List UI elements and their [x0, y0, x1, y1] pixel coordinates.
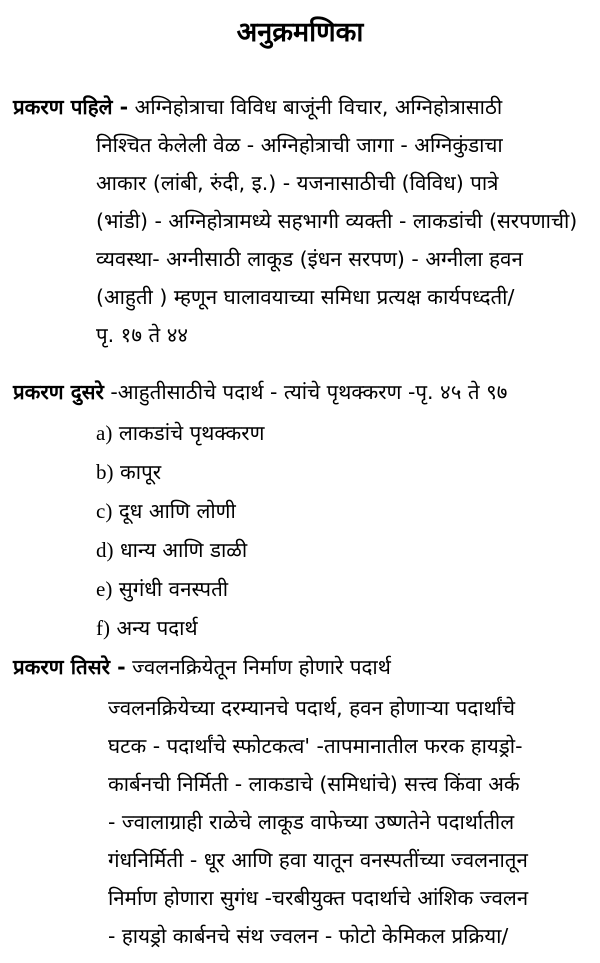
list-item-text: अन्य पदार्थ — [110, 616, 198, 640]
list-item-text: दूध आणि लोणी — [112, 499, 236, 523]
chapter-3-first-line — [13, 652, 391, 682]
chapter-2-line-0: -आहुतीसाठीचे पदार्थ - त्यांचे पृथक्करण -पृ. ४५ ते ९७ — [103, 380, 508, 404]
chapter-1-first-line — [13, 92, 502, 122]
chapter-1-heading: प्रकरण पहिले - — [13, 95, 129, 119]
list-item-text: लाकडांचे पृथक्करण — [112, 421, 265, 445]
list-item-text: धान्य आणि डाळी — [113, 538, 248, 562]
chapter-3-line-3: कार्बनची निर्मिती - लाकडाचे (समिधांचे) सत्त्व किंवा अर्क — [108, 772, 520, 796]
list-marker: c) — [96, 499, 113, 523]
chapter-1-line-4: व्यवस्था- अग्नीसाठी लाकूड (इंधन सरपण) - अग्नीला हवन — [96, 247, 523, 271]
list-marker: a) — [96, 421, 113, 445]
chapter-3-line-6: निर्माण होणारा सुगंध -चरबीयुक्त पदार्थाचे आंशिक ज्वलन — [108, 886, 529, 910]
page-title: अनुक्रमणिका — [236, 17, 364, 48]
list-item — [96, 418, 264, 448]
chapter-1-line-5: (आहुती ) म्हणून घालावयाच्या समिधा प्रत्यक्ष कार्यपध्दती/ — [96, 285, 515, 309]
chapter-1-line-3: (भांडी) - अग्निहोत्रामध्ये सहभागी व्यक्ती - लाकडांची (सरपणाची) — [96, 209, 578, 233]
chapter-2-first-line — [13, 377, 507, 407]
list-item — [96, 613, 198, 643]
list-marker: d) — [96, 538, 114, 562]
chapter-1-line-0: अग्निहोत्राचा विविध बाजूंनी विचार, अग्निहोत्रासाठी — [128, 95, 503, 119]
list-item — [96, 457, 161, 487]
chapter-2-heading: प्रकरण दुसरे — [13, 380, 104, 404]
chapter-3-line-5: गंधनिर्मिती - धूर आणि हवा यातून वनस्पतींच्या ज्वलनातून — [108, 848, 528, 872]
chapter-3-line-1: ज्वलनक्रियेच्या दरम्यानचे पदार्थ, हवन होणाऱ्या पदार्थांचे — [108, 696, 516, 720]
chapter-1-line-6: पृ. १७ ते ४४ — [96, 323, 189, 347]
chapter-3-line-4: - ज्वालाग्राही राळेचे लाकूड वाफेच्या उष्णतेने पदार्थातील — [108, 810, 515, 834]
list-marker: e) — [96, 577, 113, 601]
chapter-3-line-7: - हायड्रो कार्बनचे संथ ज्वलन - फोटो केमिकल प्रक्रिया/ — [108, 924, 509, 948]
list-item-text: कापूर — [113, 460, 162, 484]
chapter-1-line-1: निश्चित केलेली वेळ - अग्निहोत्राची जागा - अग्निकुंडाचा — [96, 133, 503, 157]
list-item-text: सुगंधी वनस्पती — [112, 577, 229, 601]
chapter-3-line-2: घटक - पदार्थांचे स्फोटकत्व' -तापमानातील फरक हायड्रो- — [108, 734, 523, 758]
list-item — [96, 496, 236, 526]
list-item — [96, 574, 228, 604]
chapter-1-line-2: आकार (लांबी, रुंदी, इ.) - यजनासाठीची (विविध) पात्रे — [96, 171, 499, 195]
list-marker: b) — [96, 460, 114, 484]
list-marker: f) — [96, 616, 110, 640]
chapter-3-line-0: ज्वलनक्रियेतून निर्माण होणारे पदार्थ — [125, 655, 391, 679]
chapter-3-heading: प्रकरण तिसरे - — [13, 655, 126, 679]
list-item — [96, 535, 247, 565]
